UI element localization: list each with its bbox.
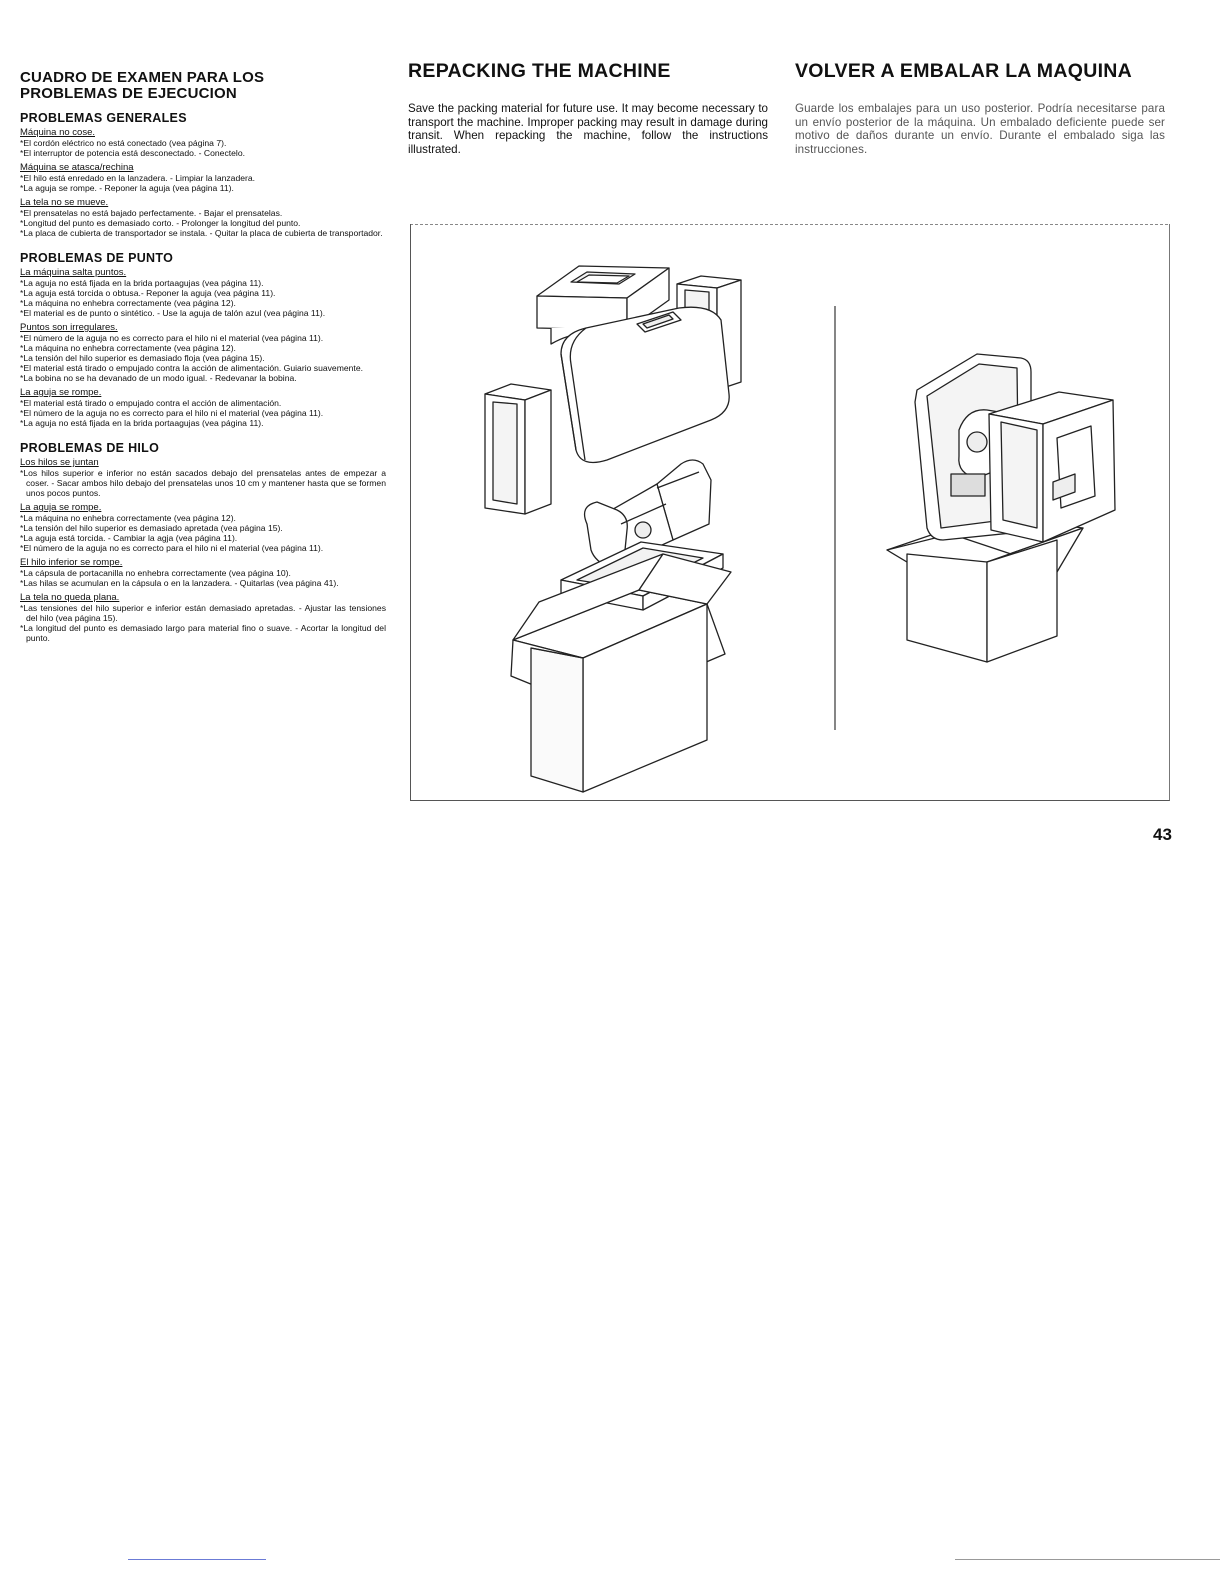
issue-block	[20, 387, 386, 428]
left-foam-block	[485, 384, 551, 514]
issue-block	[20, 162, 386, 193]
trouble-section	[20, 111, 386, 238]
issue-item: *La aguja está torcida. - Cambiar la agja (vea página 11).	[20, 533, 238, 543]
issue-item: *La aguja está torcida o obtusa.- Reponer la aguja (vea página 11).	[20, 288, 276, 298]
issue-item: *La máquina no enhebra correctamente (vea página 12).	[20, 343, 236, 353]
issue-item: *El cordón eléctrico no está conectado (vea página 7).	[20, 138, 227, 148]
issue-item: *El número de la aguja no es correcto para el hilo ni el material (vea página 11).	[20, 408, 324, 418]
issue-block	[20, 127, 386, 158]
footer-line-left	[128, 1559, 266, 1560]
issue-item: *La aguja no está fijada en la brida portaagujas (vea página 11).	[20, 278, 264, 288]
exploded-view-illustration	[485, 266, 741, 792]
issue-block	[20, 557, 386, 588]
issue-item: *El material está tirado o empujado contra la acción de alimentación. Guiario suavemente.	[20, 363, 363, 373]
issue-item: *La tensión del hilo superior es demasiado floja (vea página 15).	[20, 353, 265, 363]
issue-item: *La máquina no enhebra correctamente (vea página 12).	[20, 298, 236, 308]
issue-block	[20, 502, 386, 553]
section-title: PROBLEMAS GENERALES	[20, 111, 187, 125]
repacking-illustration-frame	[410, 224, 1170, 801]
issue-item: *El material está tirado o empujado contra el acción de alimentación.	[20, 398, 282, 408]
repacking-illustration	[411, 224, 1169, 800]
repacking-title: REPACKING THE MACHINE	[408, 60, 671, 82]
section-title: PROBLEMAS DE HILO	[20, 441, 160, 455]
issue-title: La tela no se mueve.	[20, 197, 109, 208]
issue-block	[20, 267, 386, 318]
troubleshooting-sections	[20, 111, 386, 643]
issue-item: *La máquina no enhebra correctamente (vea página 12).	[20, 513, 236, 523]
issue-item: *Las hilas se acumulan en la cápsula o en la lanzadera. - Quitarlas (vea página 41).	[20, 578, 339, 588]
issue-item: *El prensatelas no está bajado perfectamente. - Bajar el prensatelas.	[20, 208, 283, 218]
issue-block	[20, 322, 386, 383]
page-number: 43	[1153, 825, 1172, 844]
issue-title: Máquina no cose.	[20, 127, 95, 138]
footer-line-right	[955, 1559, 1220, 1560]
repacking-body-es: Guarde los embalajes para un uso posterior. Podría necesitarse para un envío posterior de la máquina. Un embalado deficiente puede ser motivo de daños durante un envío. Durante el embalado siga las instrucciones.	[795, 102, 1165, 156]
trouble-section	[20, 251, 386, 428]
issue-item: *La aguja se rompe. - Reponer la aguja (vea página 11).	[20, 183, 234, 193]
issue-title: El hilo inferior se rompe.	[20, 557, 123, 568]
assembled-view-illustration	[887, 354, 1115, 662]
troubleshooting-title-line1: CUADRO DE EXAMEN PARA LOS	[20, 69, 265, 86]
troubleshooting-title	[20, 70, 386, 102]
issue-item: *El material es de punto o sintético. - Use la aguja de talón azul (vea página 11).	[20, 308, 326, 318]
issue-item: *La bobina no se ha devanado de un modo igual. - Redevanar la bobina.	[20, 373, 297, 383]
trouble-section	[20, 441, 386, 643]
repacking-body: Save the packing material for future use. It may become necessary to transport the machine. Improper packing may result in damage during transit. When repacking the machine, follow the instructions illustrated.	[408, 102, 768, 156]
issue-item: *La placa de cubierta de transportador se instala. - Quitar la placa de cubierta de transportador.	[20, 228, 383, 238]
issue-title: Máquina se atasca/rechina	[20, 162, 134, 173]
issue-block	[20, 592, 386, 643]
issue-item: *El interruptor de potencia está desconectado. - Conectelo.	[20, 148, 246, 158]
section-title: PROBLEMAS DE PUNTO	[20, 251, 174, 265]
issue-title: La aguja se rompe.	[20, 387, 102, 398]
troubleshooting-column	[20, 70, 386, 656]
issue-item: *Longitud del punto es demasiado corto. - Prolonger la longitud del punto.	[20, 218, 301, 228]
repacking-title-es: VOLVER A EMBALAR LA MAQUINA	[795, 60, 1133, 82]
issue-title: Puntos son irregulares.	[20, 322, 118, 333]
issue-item: *El hilo está enredado en la lanzadera. - Limpiar la lanzadera.	[20, 173, 256, 183]
issue-block	[20, 197, 386, 238]
issue-title: La tela no queda plana.	[20, 592, 120, 603]
issue-item: *La aguja no está fijada en la brida portaagujas (vea página 11).	[20, 418, 264, 428]
shipping-carton	[511, 554, 731, 792]
issue-title: La aguja se rompe.	[20, 502, 102, 513]
issue-item: *Los hilos superior e inferior no están sacados debajo del prensatelas antes de empezar a coser. - Sacar ambos hilo debajo del prensatelas unos 10 cm y mantener hasta que se formen unos pocos puntos.	[20, 468, 386, 498]
issue-item: *La tensión del hilo superior es demasiado apretada (vea página 15).	[20, 523, 283, 533]
issue-item: *La cápsula de portacanilla no enhebra correctamente (vea página 10).	[20, 568, 291, 578]
issue-block	[20, 457, 386, 498]
machine-cover	[561, 307, 729, 462]
issue-item: *El número de la aguja no es correcto para el hilo ni el material (vea página 11).	[20, 333, 324, 343]
issue-item: *Las tensiones del hilo superior e inferior están demasiado apretadas. - Ajustar las tensiones del hilo (vea página 15).	[20, 603, 386, 623]
assembled-front-foam	[989, 392, 1115, 542]
issue-title: La máquina salta puntos.	[20, 267, 127, 278]
issue-title: Los hilos se juntan	[20, 457, 99, 468]
issue-item: *La longitud del punto es demasiado largo para material fino o suave. - Acortar la longitud del punto.	[20, 623, 386, 643]
troubleshooting-title-line2: PROBLEMAS DE EJECUCION	[20, 85, 237, 102]
issue-item: *El número de la aguja no es correcto para el hilo ni el material (vea página 11).	[20, 543, 324, 553]
